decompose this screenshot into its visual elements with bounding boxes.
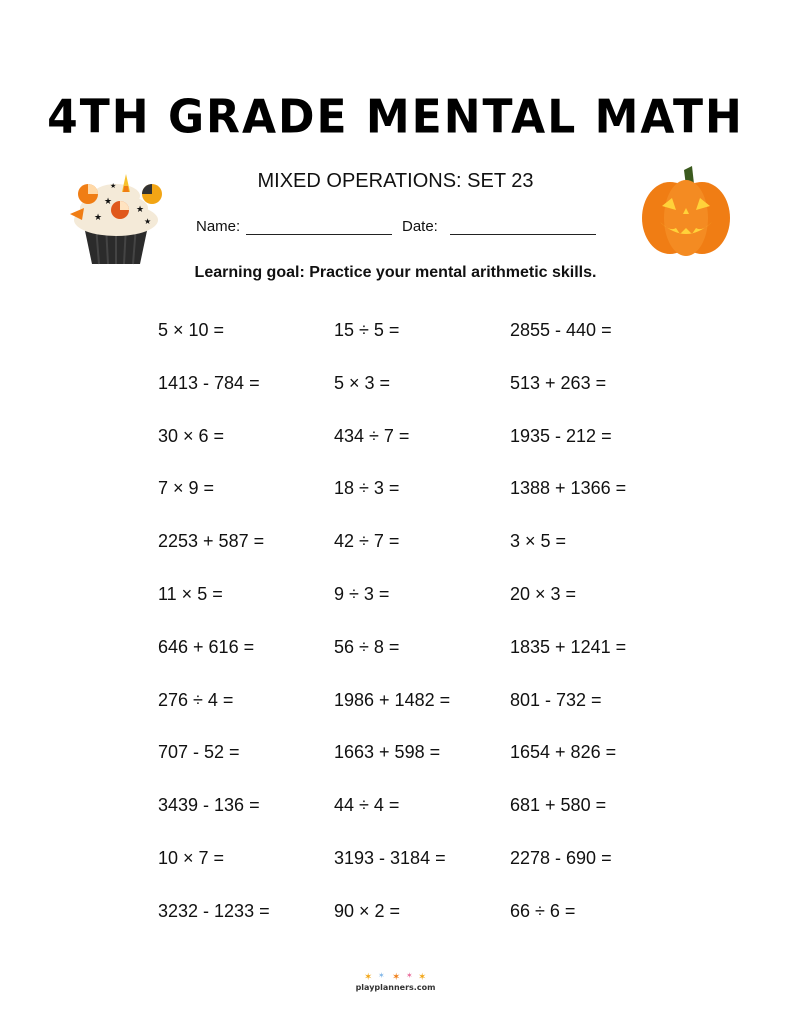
math-problem: 5 × 10 = (158, 320, 225, 340)
name-date-fields (196, 218, 616, 238)
svg-text:✶: ✶ (417, 972, 426, 983)
math-problem: 1935 - 212 = (510, 425, 612, 446)
date-field[interactable] (402, 218, 596, 235)
math-problem: 20 × 3 = (510, 583, 577, 604)
math-problem: 681 + 580 = (510, 795, 607, 816)
math-problem: 1986 + 1482 = (334, 689, 451, 710)
math-problem: 801 - 732 = (510, 689, 602, 710)
svg-text:★: ★ (144, 217, 152, 226)
svg-text:★: ★ (94, 213, 103, 223)
name-field[interactable] (196, 218, 392, 235)
math-problem: 66 ÷ 6 = (510, 900, 576, 921)
math-problem: 3193 - 3184 = (334, 847, 446, 868)
math-problem: 56 ÷ 8 = (334, 636, 400, 657)
svg-text:★: ★ (136, 205, 145, 215)
math-problem: 513 + 263 = (510, 372, 607, 393)
math-problem: 9 ÷ 3 = (334, 583, 390, 604)
math-problem: 434 ÷ 7 = (334, 425, 410, 446)
problem-grid (158, 316, 718, 950)
name-label: Name: (196, 218, 241, 235)
svg-text:★: ★ (110, 182, 117, 190)
math-problem: 30 × 6 = (158, 425, 225, 446)
math-problem: 1654 + 826 = (510, 742, 617, 763)
svg-text:✶: ✶ (391, 972, 400, 983)
svg-text:✶: ✶ (405, 971, 413, 980)
math-problem: 1413 - 784 = (158, 372, 260, 393)
math-problem: 1663 + 598 = (334, 742, 441, 763)
math-problem: 10 × 7 = (158, 847, 225, 868)
worksheet-subtitle: MIXED OPERATIONS: SET 23 (257, 170, 534, 192)
date-line[interactable] (450, 218, 596, 235)
svg-text:✶: ✶ (377, 971, 385, 980)
math-problem: 5 × 3 = (334, 372, 391, 393)
math-problem: 3 × 5 = (510, 531, 567, 552)
math-problem: 646 + 616 = (158, 636, 255, 657)
math-problem: 276 ÷ 4 = (158, 689, 234, 710)
math-problem: 18 ÷ 3 = (334, 478, 400, 499)
name-line[interactable] (246, 218, 392, 235)
svg-text:✶: ✶ (363, 972, 372, 983)
math-problem: 1835 + 1241 = (510, 636, 627, 657)
math-problem: 90 × 2 = (334, 900, 401, 921)
playplanners-logo (355, 971, 436, 992)
math-problem: 3439 - 136 = (158, 795, 260, 816)
footer (0, 971, 791, 994)
logo-stars-icon (356, 969, 436, 983)
math-problem: 7 × 9 = (158, 478, 215, 499)
math-problem: 3232 - 1233 = (158, 900, 270, 921)
math-problem: 42 ÷ 7 = (334, 531, 400, 552)
math-problem: 1388 + 1366 = (510, 478, 627, 499)
math-problem: 707 - 52 = (158, 742, 240, 763)
math-problem: 15 ÷ 5 = (334, 320, 400, 340)
math-problem: 2855 - 440 = (510, 320, 612, 340)
math-problem: 2278 - 690 = (510, 847, 612, 868)
date-label: Date: (402, 218, 438, 235)
svg-text:★: ★ (104, 197, 113, 207)
math-problem: 44 ÷ 4 = (334, 795, 400, 816)
footer-logo-text: playplanners.com (355, 983, 436, 992)
page-title: 4TH GRADE MENTAL MATH (47, 90, 744, 145)
learning-goal: Learning goal: Practice your mental arithmetic skills. (194, 264, 597, 281)
math-problem: 11 × 5 = (158, 583, 223, 604)
math-problem: 2253 + 587 = (158, 531, 265, 552)
